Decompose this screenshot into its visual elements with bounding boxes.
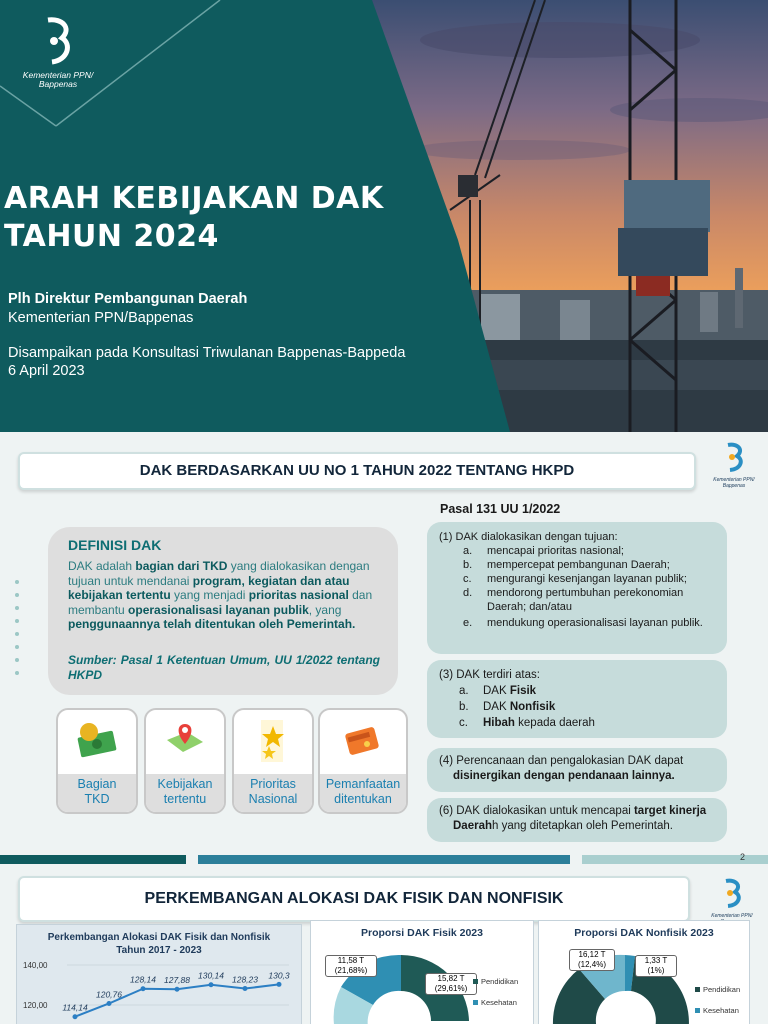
pasal-title: Pasal 131 UU 1/2022 [440, 502, 561, 516]
logo-text [18, 71, 98, 89]
title-line1: ARAH KEBIJAKAN DAK [4, 181, 384, 216]
slide-banner: PERKEMBANGAN ALOKASI DAK FISIK DAN NONFISIK [18, 876, 690, 922]
y-tick-label: 140,00 [23, 961, 48, 970]
data-label: 128,23 [232, 974, 258, 985]
line-chart-title: Perkembangan Alokasi DAK Fisik dan Nonfisik Tahun 2017 - 2023 [47, 932, 271, 956]
bappenas-emblem-icon [18, 16, 98, 66]
data-point [243, 986, 248, 991]
card-label-line2: Nasional [248, 792, 298, 806]
list-item: a. mencapai prioritas nasional; [463, 545, 624, 557]
box4-line2: disinergikan dengan pendanaan lainnya. [453, 770, 675, 782]
card-label-line2: ditentukan [334, 792, 392, 806]
logo-line2: Bappenas [722, 483, 746, 489]
pie-data-label: 16,12 T (12,4%) [569, 949, 615, 971]
line-chart [17, 925, 301, 1024]
data-label: 127,88 [164, 975, 190, 986]
data-label: 130,3 [268, 970, 290, 981]
presentation-title [4, 180, 384, 256]
list-item: Daerah; dan/atau [487, 601, 573, 613]
map-pin-icon [146, 720, 224, 764]
definition-source: Sumber: Pasal 1 Ketentuan Umum, UU 1/2022 tentang HKPD [68, 653, 380, 682]
logo-line1: Kementerian PPN/ [711, 913, 753, 919]
pie-fisik-panel [310, 920, 534, 1024]
pasal-box-6: (6) DAK dialokasikan untuk mencapai target kinerja Daerahh yang ditetapkan oleh Pemerintah. [427, 798, 727, 842]
footer-strip [0, 855, 186, 864]
logo-line1: Kementerian PPN/ [22, 70, 94, 80]
pie-nonfisik-title: Proporsi DAK Nonfisik 2023 [574, 927, 714, 939]
title-line2: TAHUN 2024 [4, 219, 219, 254]
pie-legend: Pendidikan Kesehatan [473, 977, 518, 1007]
footer-strip [198, 855, 570, 864]
data-label: 128,14 [130, 974, 156, 985]
data-point [277, 982, 282, 987]
title-slide [0, 0, 768, 432]
card-label-line1: Prioritas [250, 777, 296, 791]
presenter-role: Plh Direktur Pembangunan Daerah [8, 291, 248, 307]
pie-data-label: 1,33 T (1%) [635, 955, 677, 977]
list-item: c. mengurangi kesenjangan layanan publik; [463, 573, 687, 585]
bappenas-emblem-icon [706, 442, 762, 472]
money-icon [58, 720, 136, 764]
pie-data-label: 11,58 T (21,68%) [325, 955, 377, 977]
presenter-org: Kementerian PPN/Bappenas [8, 310, 194, 326]
card-prioritas-nasional [232, 708, 314, 814]
box1-heading: (1) DAK dialokasikan dengan tujuan: [439, 531, 618, 543]
page-number: 2 [740, 852, 746, 862]
card-label-line1: Kebijakan [157, 777, 213, 791]
pasal-box-3 [427, 660, 727, 738]
alokasi-dak-slide [0, 864, 768, 1024]
dak-hkpd-slide [0, 432, 768, 864]
box4-line1: (4) Perencanaan dan pengalokasian DAK dapat [439, 755, 684, 767]
credit-card-icon [320, 720, 406, 764]
card-bagian-tkd [56, 708, 138, 814]
data-label: 130,14 [198, 970, 224, 981]
pasal-box-4 [427, 748, 727, 792]
bappenas-emblem-icon [704, 878, 760, 908]
card-label-line1: Pemanfaatan [325, 777, 401, 791]
card-label-line2: TKD [84, 792, 110, 806]
event-date: 6 April 2023 [8, 363, 85, 379]
box3-heading: (3) DAK terdiri atas: [439, 669, 540, 681]
definition-box [48, 527, 398, 695]
data-label: 120,76 [96, 989, 122, 1000]
list-item: e. mendukung operasionalisasi layanan publik. [463, 617, 703, 629]
logo-line2: Bappenas [38, 79, 78, 89]
pie-data-label: 15,82 T (29,61%) [425, 973, 477, 995]
pie-fisik-title: Proporsi DAK Fisik 2023 [361, 927, 483, 939]
list-item: d. mendorong pertumbuhan perekonomian [463, 587, 684, 599]
decorative-dots [12, 577, 22, 697]
card-pemanfaatan-ditentukan [318, 708, 408, 814]
data-point [141, 986, 146, 991]
line-chart-panel [16, 924, 302, 1024]
data-point [175, 987, 180, 992]
data-point [107, 1001, 112, 1006]
card-label-line2: tertentu [163, 792, 207, 806]
list-item: b. DAK Nonfisik [459, 701, 556, 713]
list-item: b. mempercepat pembangunan Daerah; [463, 559, 670, 571]
pie-legend: Pendidikan Kesehatan [695, 985, 740, 1015]
bappenas-logo [18, 16, 98, 89]
pasal-box-1 [427, 522, 727, 654]
y-tick-label: 120,00 [23, 1001, 48, 1010]
card-label-line1: Bagian [77, 777, 117, 791]
data-point [73, 1014, 78, 1019]
slide-banner: DAK BERDASARKAN UU NO 1 TAHUN 2022 TENTANG HKPD [18, 452, 696, 490]
card-kebijakan-tertentu [144, 708, 226, 814]
bappenas-logo-small [706, 442, 762, 489]
bappenas-logo-small [704, 878, 760, 925]
list-item: c. Hibah kepada daerah [459, 717, 595, 729]
pie-nonfisik-panel [538, 920, 750, 1024]
data-point [209, 982, 214, 987]
definition-text: DAK adalah bagian dari TKD yang dialokasikan dengan tujuan untuk mendanai program, kegiatan dan atau kebijakan tertentu yang menjadi prioritas nasional dan membantu operasionalisasi layanan publik, yang penggunaannya telah ditentukan oleh Pemerintah. [68, 559, 373, 632]
stars-icon [234, 720, 312, 764]
event-line: Disampaikan pada Konsultasi Triwulanan Bappenas-Bappeda [8, 345, 406, 361]
logo-line1: Kementerian PPN/ [713, 477, 755, 483]
data-label: 114,14 [62, 1002, 88, 1013]
list-item: a. DAK Fisik [459, 685, 537, 697]
definition-title: DEFINISI DAK [68, 537, 162, 553]
